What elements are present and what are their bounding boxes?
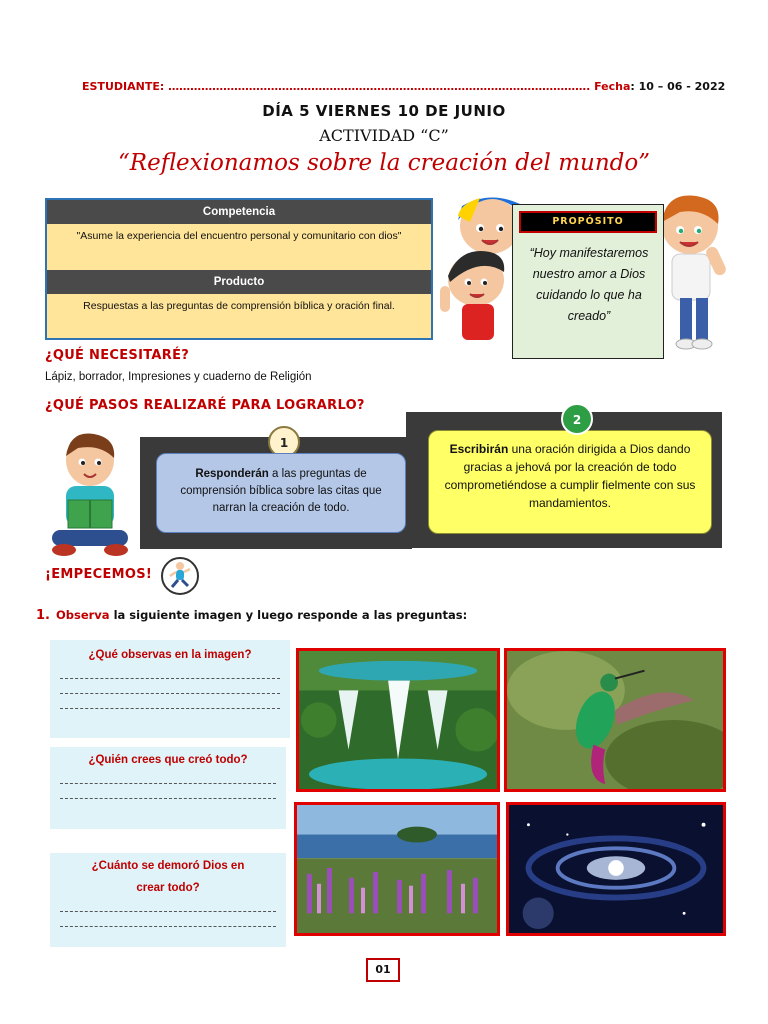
step1-text: a las preguntas de comprensión bíblica sobre las citas que narran la creación de todo. — [180, 468, 382, 514]
step2-text: una oración dirigida a Dios dando gracias a jehová por la creación de todo comprometiéndose a cumplir fielmente con sus mandamientos. — [444, 442, 696, 510]
answer-line[interactable] — [60, 708, 280, 709]
question-title: ¿Cuánto se demoró Dios en crear todo? — [91, 860, 245, 894]
answer-line[interactable] — [60, 783, 276, 784]
competencia-producto-box — [45, 198, 433, 340]
step1-bold: Responderán — [195, 468, 269, 480]
question-box-who — [50, 747, 286, 829]
lake-flowers-photo — [294, 802, 500, 936]
student-field[interactable]: ……………………………………………………………………………………………………. — [168, 80, 591, 93]
question1-text: la siguiente imagen y luego responde a las preguntas: — [109, 608, 468, 622]
pasos-heading: ¿QUÉ PASOS REALIZARÉ PARA LOGRARLO? — [45, 398, 365, 413]
page-number: 01 — [366, 958, 400, 982]
running-kid-icon — [158, 556, 202, 596]
necesitare-heading: ¿QUÉ NECESITARÉ? — [45, 348, 190, 363]
proposito-text: “Hoy manifestaremos nuestro amor a Dios cuidando lo que ha creado” — [529, 246, 649, 323]
step2-bold: Escribirán — [449, 442, 509, 456]
galaxy-photo — [506, 802, 726, 936]
student-line — [82, 80, 726, 93]
necesitare-text: Lápiz, borrador, Impresiones y cuaderno de Religión — [45, 371, 312, 383]
producto-text: Respuestas a las preguntas de comprensión bíblica y oración final. — [83, 300, 395, 312]
question-title: ¿Quién crees que creó todo? — [88, 754, 248, 766]
step1-number-badge: 1 — [268, 426, 300, 458]
date-label: Fecha — [594, 80, 631, 93]
answer-line[interactable] — [60, 678, 280, 679]
competencia-text: "Asume la experiencia del encuentro personal y comunitario con dios" — [76, 230, 402, 242]
empecemos-heading: ¡EMPECEMOS! — [45, 567, 153, 582]
waterfall-photo — [296, 648, 500, 792]
step2-number-badge: 2 — [561, 403, 593, 435]
question-title: ¿Qué observas en la imagen? — [88, 649, 252, 661]
question1-highlight: Observa — [55, 608, 110, 622]
step2-box — [428, 430, 712, 534]
step1-box — [156, 453, 406, 533]
activity-title: ACTIVIDAD “C” — [319, 126, 449, 145]
question-box-how-long — [50, 853, 286, 947]
answer-line[interactable] — [60, 926, 276, 927]
question1-instruction — [36, 608, 467, 623]
producto-header: Producto — [47, 270, 431, 294]
answer-line[interactable] — [60, 911, 276, 912]
hummingbird-photo — [504, 648, 726, 792]
question-box-observe — [50, 640, 290, 738]
proposito-box — [512, 204, 664, 359]
reading-boy-illustration — [48, 430, 132, 560]
proposito-label: PROPÓSITO — [519, 211, 657, 233]
date-value: : 10 – 06 - 2022 — [630, 80, 726, 93]
competencia-header: Competencia — [47, 200, 431, 224]
answer-line[interactable] — [60, 693, 280, 694]
answer-line[interactable] — [60, 798, 276, 799]
question1-number: 1. — [36, 608, 50, 623]
main-title: “Reflexionamos sobre la creación del mundo” — [118, 150, 650, 176]
day-title: DÍA 5 VIERNES 10 DE JUNIO — [262, 102, 506, 120]
student-label: ESTUDIANTE: — [82, 80, 165, 93]
